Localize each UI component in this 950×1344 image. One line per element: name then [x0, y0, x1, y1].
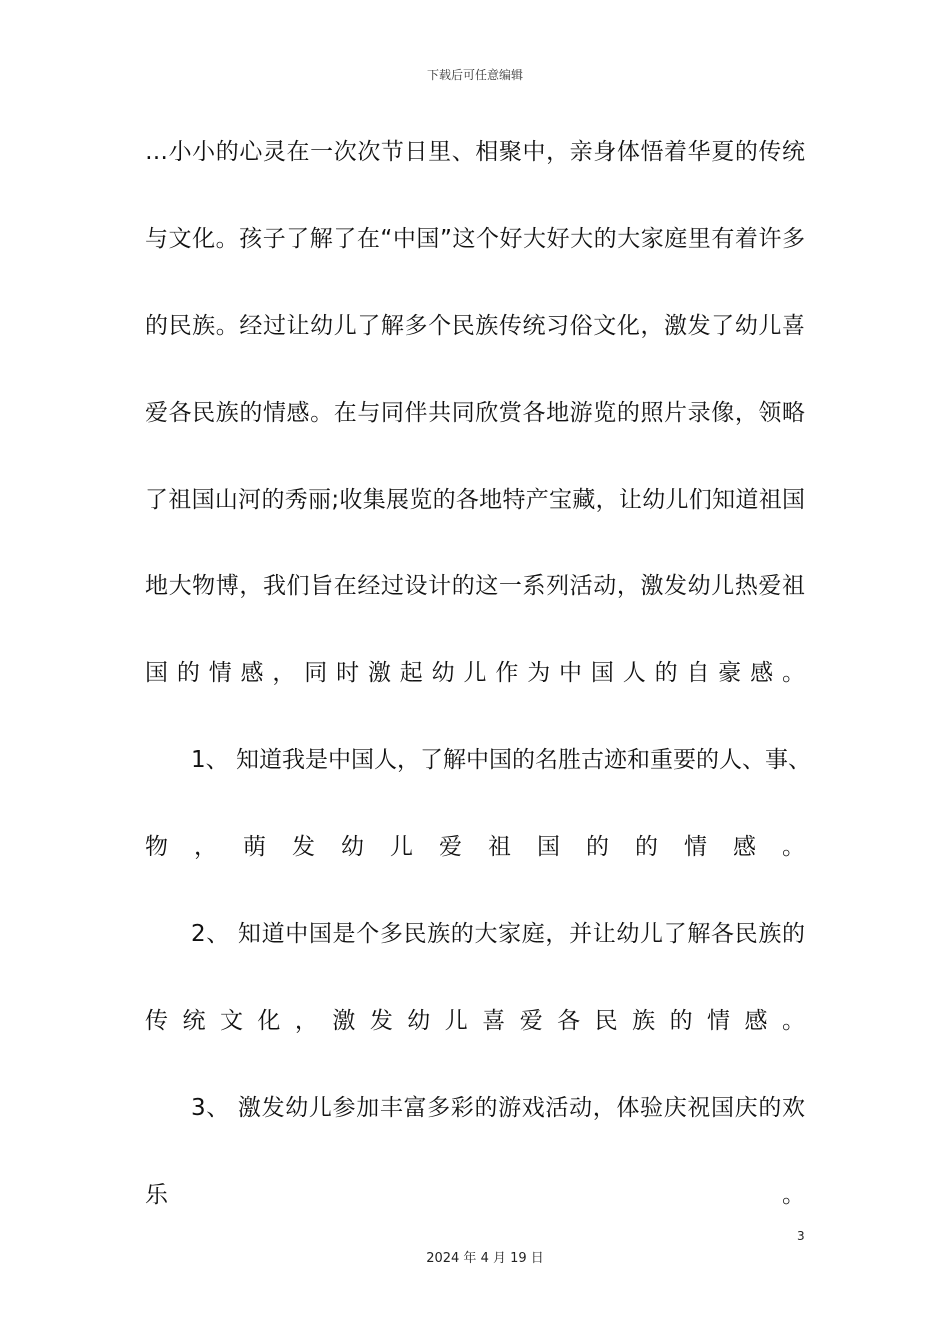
goal-line: 传统文化，激发幼儿喜爱各民族的情感。 [145, 1008, 805, 1034]
paragraph-line: 与文化。孩子了解了在“中国”这个好大好大的大家庭里有着许多 [145, 226, 805, 252]
goal-line: 2、 知道中国是个多民族的大家庭，并让幼儿了解各民族的 [191, 921, 805, 947]
page-header: 下载后可任意编辑 [426, 68, 523, 82]
goal-line [145, 1180, 805, 1210]
page-number: 3 [797, 1229, 805, 1243]
paragraph-line: 地大物博，我们旨在经过设计的这一系列活动，激发幼儿热爱祖 [145, 573, 805, 599]
goal-line: 1、 知道我是中国人，了解中国的名胜古迹和重要的人、事、 [191, 747, 811, 773]
goal-line: 物，萌发幼儿爱祖国的的情感。 [145, 834, 805, 860]
paragraph-line: …小小的心灵在一次次节日里、相聚中，亲身体悟着华夏的传统 [145, 139, 805, 165]
goal-line-start: 乐 [145, 1182, 168, 1208]
paragraph-line: 爱各民族的情感。在与同伴共同欣赏各地游览的照片录像，领略 [145, 400, 805, 426]
paragraph-line: 的民族。经过让幼儿了解多个民族传统习俗文化，激发了幼儿喜 [145, 313, 805, 339]
goal-line-end: 。 [782, 1182, 805, 1208]
footer-date: 2024 年 4 月 19 日 [426, 1251, 544, 1266]
goal-line: 3、 激发幼儿参加丰富多彩的游戏活动，体验庆祝国庆的欢 [191, 1095, 805, 1121]
paragraph-line: 国的情感，同时激起幼儿作为中国人的自豪感。 [145, 660, 805, 686]
paragraph-line: 了祖国山河的秀丽;收集展览的各地特产宝藏，让幼儿们知道祖国 [145, 487, 805, 513]
